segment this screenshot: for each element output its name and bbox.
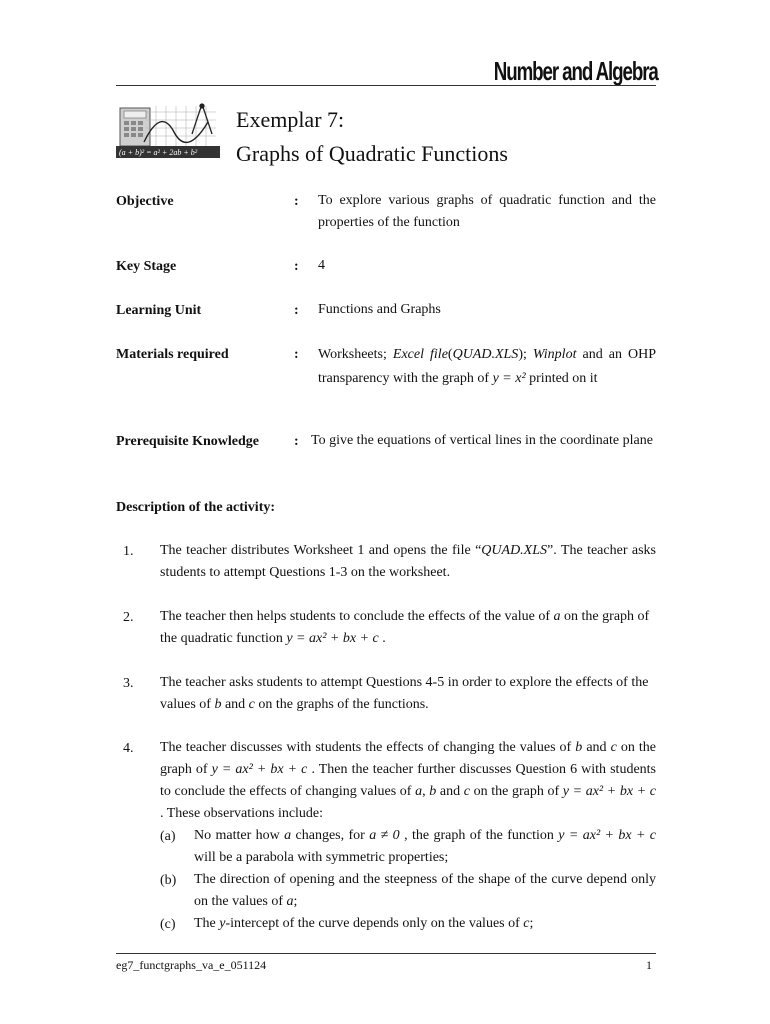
sub-item-letter: (c) [160, 917, 176, 932]
list-item: The teacher then helps students to conclude the effects of the value of a on the graph of the quadratic function y = ax² + bx + c . [160, 609, 650, 646]
sub-item-letter: (a) [160, 829, 176, 844]
page-number: 1 [646, 958, 652, 972]
prerequisite-label: Prerequisite Knowledge [116, 434, 259, 449]
list-item-number: 2. [123, 610, 134, 625]
exemplar-logo [116, 102, 220, 160]
materials-value: Worksheets; Excel file(QUAD.XLS); Winplot and an OHP transparency with the graph of y = x² printed on it [318, 347, 657, 386]
logo-formula: (a + b)² = a² + 2ab + b² [119, 148, 198, 157]
sub-item: The y-intercept of the curve depends only on the values of c; [194, 916, 534, 931]
footer-rule [116, 953, 656, 954]
prerequisite-colon: : [294, 434, 299, 449]
list-item: The teacher discusses with students the effects of changing the values of b and c on the graph of y = ax² + bx + c . Then the teacher further discusses Question 6 with students to conclude the effects of changing values of a, b and c on the graph of y = ax² + bx + c . These observations include: [160, 740, 657, 821]
key-stage-colon: : [294, 259, 299, 274]
objective-colon: : [294, 194, 299, 209]
learning-unit-value: Functions and Graphs [318, 302, 441, 317]
materials-colon: : [294, 347, 299, 362]
list-item-number: 3. [123, 676, 134, 691]
list-item: The teacher distributes Worksheet 1 and opens the file “QUAD.XLS”. The teacher asks students to attempt Questions 1-3 on the worksheet. [160, 543, 656, 580]
header-rule [116, 85, 656, 86]
sub-item-letter: (b) [160, 873, 177, 888]
objective-value: To explore various graphs of quadratic function and the properties of the function [318, 193, 656, 230]
footer-doc-id: eg7_functgraphs_va_e_051124 [116, 958, 267, 972]
compass-icon [192, 104, 212, 134]
learning-unit-colon: : [294, 303, 299, 318]
learning-unit-label: Learning Unit [116, 303, 202, 318]
title-line-1: Exemplar 7: [236, 107, 345, 132]
list-item-number: 1. [123, 544, 134, 559]
materials-label: Materials required [116, 347, 229, 362]
sub-item: The direction of opening and the steepness of the shape of the curve depend only on the values of a; [194, 872, 656, 909]
key-stage-value: 4 [318, 258, 325, 273]
sub-item: No matter how a changes, for a ≠ 0 , the graph of the function y = ax² + bx + c will be a parabola with symmetric properties; [194, 828, 657, 865]
key-stage-label: Key Stage [116, 259, 177, 274]
header-brand: Number and Algebra [494, 56, 658, 86]
objective-label: Objective [116, 194, 174, 209]
title-line-2: Graphs of Quadratic Functions [236, 141, 508, 166]
list-item-number: 4. [123, 741, 134, 756]
prerequisite-value: To give the equations of vertical lines in the coordinate plane [311, 433, 653, 448]
description-heading: Description of the activity: [116, 500, 276, 515]
list-item: The teacher asks students to attempt Questions 4-5 in order to explore the effects of the values of b and c on the graphs of the functions. [160, 675, 649, 712]
